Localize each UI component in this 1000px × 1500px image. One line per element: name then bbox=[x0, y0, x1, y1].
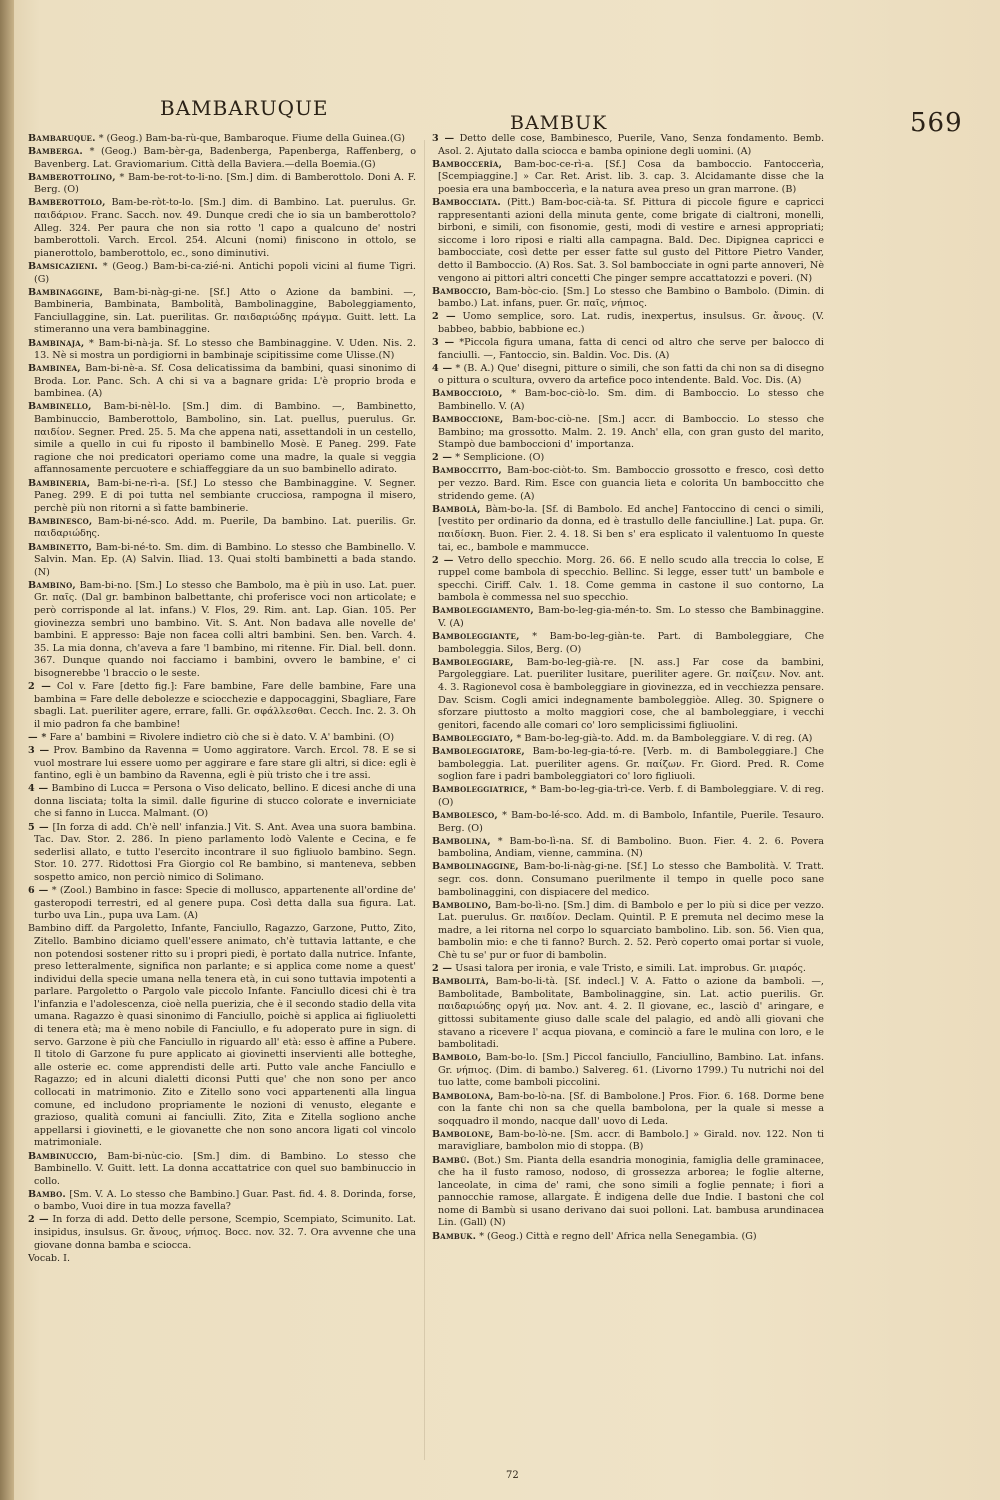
entry-text: Fare a' bambini = Rivolere indietro ciò che si è dato. V. A' bambini. (O) bbox=[49, 731, 395, 743]
entry-text: In forza di add. Detto delle persone, Scempio, Scempiato, Scimunito. Lat. insipidus, insulsus. Gr. ἄνους, νήπιος. Bocc. nov. 32. 7. Ora avvenne che una giovane donna bamba e sciocca. bbox=[34, 1214, 416, 1251]
entry-headword: Bambo. bbox=[28, 1188, 66, 1200]
entry-headword: Bambolo, bbox=[432, 1052, 482, 1064]
entry-headword: Bambino, bbox=[28, 579, 76, 591]
entry-headword: Bambinaja, bbox=[28, 337, 85, 349]
dictionary-entry bbox=[28, 133, 416, 146]
entry-text: Bam-bi-nàg-gi-ne. [Sf.] Atto o Azione da bambini. —, Bambineria, Bambinata, Bambolità, Bambolinaggine, Baboleggiamento, Fanciullaggine, sin. Lat. puerilitas. Gr. παιδαριώδης πράγμα. Guitt. lett. La stimeranno una vera bambinaggine. bbox=[34, 286, 416, 336]
dictionary-entry bbox=[432, 159, 824, 197]
entry-text: * Bam-boc-ciò-lo. Sm. dim. di Bamboccio. Lo stesso che Bambinello. V. (A) bbox=[438, 388, 824, 412]
dictionary-entry bbox=[28, 287, 416, 337]
entry-text: Bam-bo-leg-gia-mén-to. Sm. Lo stesso che Bambinaggine. V. (A) bbox=[438, 605, 824, 630]
dictionary-entry bbox=[432, 465, 824, 503]
entry-text: Bam-bi-nùc-cio. [Sm.] dim. di Bambino. Lo stesso che Bambinello. V. Guitt. lett. La donna accattatrice con quel suo bambinuccio in collo. bbox=[34, 1150, 416, 1187]
entry-headword: Bamboleggiatore, bbox=[432, 746, 525, 757]
entry-headword: Bambù. bbox=[432, 1154, 470, 1166]
entry-headword: 6 — bbox=[28, 885, 49, 897]
entry-text: Usasi talora per ironia, e vale Tristo, e simili. Lat. improbus. Gr. μιαρός. bbox=[455, 963, 806, 975]
entry-text: (Bot.) Sm. Pianta della esandria monoginia, famiglia delle graminacee, che ha il fusto ramoso, nodoso, di grossezza arborea; le foglie alterne, lanceolate, in cima de' rami, che sono simili a foglie pennate; i fiori a pannocchie ramose, allargate. È indigena delle due Indie. I bastoni che col nome di Bambù si usano derivano dai suoi polloni. Lat. bambusa arundinacea Lin. (Gall) (N) bbox=[438, 1154, 824, 1229]
dictionary-entry bbox=[432, 197, 824, 285]
book-spine-shadow bbox=[0, 0, 14, 1500]
dictionary-entry bbox=[28, 1253, 416, 1266]
entry-headword: Bambolità, bbox=[432, 976, 490, 988]
entry-text: Bam-bo-lò-na. [Sf. di Bambolone.] Pros. Fior. 6. 168. Dorme bene con la fante chi non sa che quella bambolona, per la quale si messe a soqquadro il mondo, nacque dall' uovo di Leda. bbox=[438, 1090, 824, 1127]
dictionary-entry bbox=[432, 1091, 824, 1129]
dictionary-entry bbox=[28, 885, 416, 923]
entry-text: Uomo semplice, soro. Lat. rudis, inexpertus, insulsus. Gr. ἄνους. (V. babbeo, babbio, babbione ec.) bbox=[438, 311, 824, 335]
entry-headword: Bambocciata. bbox=[432, 196, 501, 208]
dictionary-entry bbox=[432, 414, 824, 452]
dictionary-entry bbox=[432, 133, 824, 158]
entry-headword: Bamboccitto, bbox=[432, 465, 502, 477]
page-number: 569 bbox=[910, 108, 963, 138]
dictionary-entry bbox=[432, 733, 824, 746]
entry-headword: 3 — bbox=[432, 133, 455, 144]
dictionary-entry bbox=[432, 1231, 824, 1244]
dictionary-entry bbox=[28, 580, 416, 681]
entry-headword: 3 — bbox=[432, 337, 455, 348]
entry-headword: Bamberottolo, bbox=[28, 197, 106, 209]
entry-headword: Bamboleggiante, bbox=[432, 631, 520, 643]
entry-text: Bambino di Lucca = Persona o Viso delicato, bellino. E dicesi anche di una donna lisciata; tolta la simil. dalle figurine di stucco colorate e inverniciate che si fanno in Lucca. Malmant. (O) bbox=[34, 783, 416, 820]
entry-text: [In forza di add. Ch'è nell' infanzia.] Vit. S. Ant. Avea una suora bambina. Tac. Dav. Stor. 2. 286. In pieno parlamento lodò Valente e Cecina, e fe sederlisi allato, e tutto l'esercito incontrare il suo figliuolo bambino. Segn. Stor. 10. 277. Ridottosi Fra Giorgio col Re bambino, si manteneva, sebben sospetto amico, non perciò nimico di Solimano. bbox=[34, 821, 416, 883]
dictionary-entry bbox=[28, 1214, 416, 1252]
entry-headword: Bambinello, bbox=[28, 401, 92, 413]
entry-headword: Bamboccerìa, bbox=[432, 158, 503, 170]
entry-text: Vetro dello specchio. Morg. 26. 66. E nello scudo alla treccia lo colse, E ruppel come bambola di specchio. Bellinc. Si legge, esser tutt' un bambole e specchi. Ciriff. Calv. 1. 18. Come gemma in castone il suo contorno, La bambola è commessa nel suo specchio. bbox=[438, 554, 824, 604]
entry-headword: Bambocciolo, bbox=[432, 388, 503, 400]
dictionary-entry bbox=[432, 1129, 824, 1154]
dictionary-entry bbox=[28, 923, 416, 1150]
signature-mark: 72 bbox=[506, 1470, 519, 1481]
left-column bbox=[28, 133, 416, 1473]
dictionary-entry bbox=[28, 261, 416, 286]
entry-text: (Pitt.) Bam-boc-cià-ta. Sf. Pittura di piccole figure e capricci rappresentanti azioni della minuta gente, come brigate di cialtroni, monelli, birboni, e simili, con fisonomie, gesti, modi di vestire e arnesi appropriati; siccome i loro riposi e rialti alla campagna. Bald. Dec. Dipignea capricci e bambocciate, così dette per esser fatte sul gusto del Pittore Pietro Vander, detto il Bamboccio. (A) Ros. Sat. 3. Sol bambocciate in ogni parte annoveri, Nè vengono ai pittori altri concetti Che pinger sempre accattatozzi e poveri. (N) bbox=[438, 196, 824, 284]
entry-text: [Sm. V. A. Lo stesso che Bambino.] Guar. Past. fid. 4. 8. Dorinda, forse, o bambo, Vuoi dire in tua mozza favella? bbox=[34, 1188, 416, 1213]
dictionary-entry bbox=[432, 963, 824, 976]
entry-text: * Bam-bo-leg-giàn-te. Part. di Bamboleggiare, Che bamboleggia. Silos, Berg. (O) bbox=[438, 631, 824, 655]
entry-headword: Bambolona, bbox=[432, 1090, 494, 1102]
entry-headword: 2 — bbox=[432, 554, 454, 566]
dictionary-entry bbox=[432, 605, 824, 630]
entry-text: Prov. Bambino da Ravenna = Uomo aggiratore. Varch. Ercol. 78. E se si vuol mostrare lui essere uomo per aggirare e fare stare gli altri, si dice: egli è fantino, egli è un bambino da Ravenna, egli è più tristo che i tre assi. bbox=[34, 745, 416, 782]
dictionary-entry bbox=[432, 388, 824, 413]
entry-headword: — * bbox=[28, 731, 47, 743]
entry-headword: Bambuk. bbox=[432, 1230, 477, 1242]
entry-headword: Bambolina, bbox=[432, 835, 491, 847]
dictionary-entry bbox=[432, 363, 824, 388]
dictionary-entry bbox=[28, 338, 416, 363]
entry-text: Bam-bo-li-tà. [Sf. indecl.] V. A. Fatto o azione da bamboli. —, Bambolitade, Bambolitate, Bambolinaggine, sin. Lat. actio puerilis. Gr. παιδαριώδης οργή μα. Nov. ant. 4. 2. Il giovane, ec., lasciò d' aringare, e gittossi subitamente giuso dalle scale del palagio, ed andò alli giovani che stavano a ricevere l' acqua piovana, e cominciò a fare le mulina con loro, e le bambolitadi. bbox=[438, 976, 824, 1051]
running-head-left: BAMBARUQUE bbox=[160, 96, 329, 120]
entry-text: Bam-bo-leg-gia-tó-re. [Verb. m. di Bamboleggiare.] Che bamboleggia. Lat. pueriliter agens. Gr. παίζων. Fr. Giord. Pred. R. Come soglion fare i padri bamboleggiatori co' loro figliuoli. bbox=[438, 746, 824, 783]
entry-text: Bam-be-ròt-to-lo. [Sm.] dim. di Bambino. Lat. puerulus. Gr. παιδάριον. Franc. Sacch. nov. 49. Dunque credi che io sia un bamberottolo? Alleg. 324. Per paura che non sia rotto 'l capo a qualcuno de' nostri bamberottoli. Varch. Ercol. 254. Alcuni (nomi) finiscono in ottolo, se pianerottolo, bamberottolo, ec., sono diminutivi. bbox=[34, 197, 416, 259]
entry-text: Bam-bi-no. [Sm.] Lo stesso che Bambolo, ma è più in uso. Lat. puer. Gr. παῖς. (Dal gr. bambinon balbettante, chi proferisce voci non articolate; e però corrisponde al lat. infans.) V. Flos, 29. Rim. ant. Lap. Gian. 105. Per giovinezza sembri uno bambino. Vit. S. Ant. Non badava alle novelle de' bambini. E appresso: Baje non facea colli altri bambini. Sen. ben. Varch. 4. 35. La mia donna, ch'aveva a fare 'l bambino, mi ritenne. Fir. Dial. bell. donn. 367. Dunque quando noi facciamo i bambini, ovvero le bambine, e' ci bisognerebbe 'l braccio o le seste. bbox=[34, 579, 416, 679]
entry-text: Vocab. I. bbox=[28, 1252, 70, 1264]
entry-headword: Bambinetto, bbox=[28, 541, 93, 553]
dictionary-entry bbox=[432, 1155, 824, 1231]
entry-headword: Bambolinaggine, bbox=[432, 861, 519, 873]
entry-text: * Bam-bo-lì-na. Sf. di Bambolino. Buon. Fier. 4. 2. 6. Povera bambolina, Andiam, vienne, cammina. (N) bbox=[438, 835, 824, 860]
dictionary-entry bbox=[28, 516, 416, 541]
right-column bbox=[432, 133, 824, 1473]
dictionary-entry bbox=[28, 745, 416, 783]
entry-text: * Semplicione. (O) bbox=[455, 452, 545, 464]
dictionary-entry bbox=[432, 631, 824, 656]
entry-text: * Bam-be-rot-to-li-no. [Sm.] dim. di Bamberottolo. Doni A. F. Berg. (O) bbox=[34, 171, 416, 196]
entry-headword: Bamboleggiatrice, bbox=[432, 784, 528, 796]
entry-headword: Bamboccio, bbox=[432, 285, 492, 297]
entry-headword: 3 — bbox=[28, 745, 50, 756]
dictionary-entry bbox=[28, 542, 416, 580]
entry-headword: Bambaruque. bbox=[28, 133, 96, 144]
entry-text: Detto delle cose, Bambinesco, Puerile, Vano, Senza fondamento. Bemb. Asol. 2. Ajutato dalla sciocca e bamba opinione degli uomini. (A) bbox=[438, 133, 824, 157]
dictionary-entry bbox=[432, 1052, 824, 1090]
entry-headword: Bamboleggiato, bbox=[432, 732, 514, 744]
dictionary-entry bbox=[28, 478, 416, 516]
entry-text: * Bam-bo-leg-gia-trì-ce. Verb. f. di Bamboleggiare. V. di reg. (O) bbox=[438, 784, 824, 808]
entry-headword: 2 — bbox=[432, 452, 453, 464]
entry-text: * Bam-bi-nà-ja. Sf. Lo stesso che Bambinaggine. V. Uden. Nis. 2. 13. Nè si mostra un pordigiorni in bambinaje scipitissime come Ulisse.(N) bbox=[34, 337, 416, 362]
dictionary-entry bbox=[432, 836, 824, 861]
entry-text: Bam-bi-né-sco. Add. m. Puerile, Da bambino. Lat. puerilis. Gr. παιδαριώδης. bbox=[34, 515, 416, 540]
entry-text: Bam-bi-nè-a. Sf. Cosa delicatissima da bambini, quasi sinonimo di Broda. Lor. Panc. Sch. A chi si va a bagnare grida: L'è proprio broda e bambinea. (A) bbox=[34, 363, 416, 400]
entry-text: * Bam-bo-leg-già-to. Add. m. da Bamboleggiare. V. di reg. (A) bbox=[516, 732, 813, 744]
entry-headword: Bamberottolino, bbox=[28, 171, 116, 183]
entry-text: Bàm-bo-la. [Sf. di Bambolo. Ed anche] Fantoccino di cenci o simili, [vestito per ordinario da donna, ed è trastullo delle fanciulline.] Lat. pupa. Gr. παιδίσκη. Buon. Fier. 2. 4. 18. Si ben s' era esplicato il valentuomo In queste tai, ec., bambole e mammucce. bbox=[438, 503, 824, 553]
dictionary-entry bbox=[28, 1151, 416, 1189]
entry-headword: Bambolà, bbox=[432, 503, 481, 515]
dictionary-entry bbox=[432, 900, 824, 963]
entry-text: Bam-bi-né-to. Sm. dim. di Bambino. Lo stesso che Bambinello. V. Salvin. Man. Ep. (A) Salvin. Iliad. 13. Quai stolti bambinetti a bada stando. (N) bbox=[34, 541, 416, 578]
entry-text: Bam-bo-lì-no. [Sm.] dim. di Bambolo e per lo più si dice per vezzo. Lat. puerulus. Gr. παιδίον. Declam. Quintil. P. E premuta nel decimo mese la madre, a lei ritorna nel corpo lo squarciato bambolino. Lib. son. 56. Vien qua, bambolin mio: e che ti fanno? Burch. 2. 52. Però coperto omai portar si vuole, Chè tu se' pur or fuor di bambolin. bbox=[438, 899, 824, 961]
dictionary-entry bbox=[432, 555, 824, 605]
entry-headword: Bamberga. bbox=[28, 146, 83, 158]
dictionary-entry bbox=[432, 337, 824, 362]
dictionary-entry bbox=[28, 146, 416, 171]
dictionary-entry bbox=[28, 1189, 416, 1214]
entry-headword: Bamsicazieni. bbox=[28, 260, 98, 272]
entry-text: Bam-boc-ce-rì-a. [Sf.] Cosa da bamboccio. Fantoccerìa, [Scempiaggine.] » Car. Ret. Arist. lib. 3. cap. 3. Alcidamante disse che la poesia era una bamboccerìa, e la natura avea preso un gran marrone. (B) bbox=[438, 158, 824, 195]
entry-headword: Bambinaggine, bbox=[28, 286, 104, 298]
entry-text: Bam-bo-leg-già-re. [N. ass.] Far cose da bambini, Pargoleggiare. Lat. pueriliter lusitare, pueriliter agere. Gr. παίζειν. Nov. ant. 4. 3. Ragionevol cosa è bamboleggiare in giovinezza, ed in vecchiezza pensare. Dav. Scism. Cogli amici indegnamente bamboleggiòe. Alleg. 30. Spignere o sforzare piuttosto a molto maggiori cose, che al bamboleggiare, i vecchi genitori, facendo alle comari co' loro semplicissimi figliuolini. bbox=[438, 656, 824, 731]
entry-text: Bam-bi-nèl-lo. [Sm.] dim. di Bambino. —, Bambinetto, Bambinuccio, Bamberottolo, Bambolino, sin. Lat. puellus, puerulus. Gr. παιδίον. Segner. Pred. 25. 5. Ma che appena nati, assettandoli in un cestello, simile a quello in cui fu riposto il bambinello Mosè. E Paneg. 299. Fate ragione che noi predicatori operiamo come una madre, la quale si veggia affannosamente percuotere e schiaffeggiare da un suo bambinello adirato. bbox=[34, 401, 416, 476]
entry-headword: 2 — bbox=[432, 963, 453, 975]
column-gutter bbox=[424, 140, 425, 1460]
entry-text: * (Geog.) Bam-bi-ca-zié-ni. Antichi popoli vicini al fiume Tigri. (G) bbox=[34, 260, 416, 285]
dictionary-entry bbox=[432, 976, 824, 1052]
entry-headword: 4 — bbox=[28, 783, 49, 795]
entry-headword: Bambolesco, bbox=[432, 809, 498, 821]
dictionary-entry bbox=[432, 746, 824, 784]
entry-headword: Bambolone, bbox=[432, 1128, 494, 1140]
entry-text: Bam-bo-lò-ne. [Sm. accr. di Bambolo.] » Girald. nov. 122. Non ti maravigliare, bambolon mio di stoppa. (B) bbox=[438, 1128, 824, 1153]
dictionary-entry bbox=[432, 657, 824, 733]
entry-headword: Bamboccione, bbox=[432, 414, 504, 426]
entry-headword: 4 — bbox=[432, 362, 453, 374]
entry-text: * (Zool.) Bambino in fasce: Specie di mollusco, appartenente all'ordine de' gasteropodi terrestri, ed al genere pupa. Così detta dalla sua figura. Lat. turbo uva Lin., pupa uva Lam. (A) bbox=[34, 885, 416, 922]
entry-headword: Bamboleggiamento, bbox=[432, 605, 534, 617]
dictionary-entry bbox=[432, 311, 824, 336]
entry-text: * (B. A.) Que' disegni, pitture o simili, che son fatti da chi non sa di disegno o pittura o scultura, ovvero da artefice poco intendente. Bald. Voc. Dis. (A) bbox=[438, 362, 824, 387]
dictionary-entry bbox=[28, 681, 416, 731]
dictionary-entry bbox=[28, 783, 416, 821]
entry-text: Bam-boc-ciò-ne. [Sm.] accr. di Bamboccio. Lo stesso che Bambino; ma grossotto. Malm. 2. 19. Anch' ella, con gran gusto del marito, Stampò due bamboccioni d' importanza. bbox=[438, 414, 824, 451]
entry-text: Bam-bo-li-nàg-gi-ne. [Sf.] Lo stesso che Bambolità. V. Tratt. segr. cos. donn. Consumano puerilmente il tempo in quelle poco sane bambolinaggini, con dispiacere del medico. bbox=[438, 861, 824, 898]
dictionary-entry bbox=[28, 363, 416, 401]
entry-headword: 2 — bbox=[432, 311, 456, 323]
entry-headword: Bambinesco, bbox=[28, 515, 93, 527]
entry-headword: Bambinea, bbox=[28, 363, 81, 375]
entry-headword: 5 — bbox=[28, 821, 49, 833]
dictionary-entry bbox=[28, 732, 416, 745]
dictionary-entry bbox=[432, 504, 824, 554]
entry-headword: Bambolino, bbox=[432, 899, 492, 911]
entry-headword: Bambinuccio, bbox=[28, 1150, 98, 1162]
dictionary-entry bbox=[432, 452, 824, 465]
entry-text: * (Geog.) Bam-ba-rù-que, Bambaroque. Fiume della Guinea.(G) bbox=[98, 133, 406, 144]
entry-text: * Bam-bo-lé-sco. Add. m. di Bambolo, Infantile, Puerile. Tesauro. Berg. (O) bbox=[438, 809, 824, 834]
entry-headword: Bamboleggiare, bbox=[432, 656, 514, 668]
dictionary-entry bbox=[28, 172, 416, 197]
entry-headword: Bambineria, bbox=[28, 477, 91, 489]
entry-headword: 2 — bbox=[28, 681, 51, 693]
entry-text: * (Geog.) Bam-bèr-ga, Badenberga, Papenberga, Raffenberg, o Bavenberg. Lat. Graviomarium. Città della Baviera.—della Boemia.(G) bbox=[34, 146, 416, 170]
entry-text: Bam-bi-ne-rì-a. [Sf.] Lo stesso che Bambinaggine. V. Segner. Paneg. 299. E di poi tutta nel sembiante crucciosa, rampogna il misero, perchè più non ritorni a sì fatte bambinerie. bbox=[34, 477, 416, 514]
dictionary-entry bbox=[28, 401, 416, 477]
dictionary-entry bbox=[432, 861, 824, 899]
dictionary-entry bbox=[432, 810, 824, 835]
entry-text: Col v. Fare [detto fig.]: Fare bambine, Fare delle bambine, Fare una bambina = Fare delle debolezze e sciocchezie e dappocaggini, Sbagliare, Fare sbagli. Lat. pueriliter agere, errare, falli. Gr. σφάλλεσθαι. Cecch. Inc. 2. 3. Oh il mio padron fa che bambine! bbox=[34, 681, 416, 730]
entry-headword: 2 — bbox=[28, 1214, 49, 1226]
dictionary-entry bbox=[28, 197, 416, 260]
dictionary-entry bbox=[28, 822, 416, 885]
entry-text: * (Geog.) Città e regno dell' Africa nella Senegambia. (G) bbox=[479, 1230, 757, 1242]
entry-text: Bam-boc-ciòt-to. Sm. Bamboccio grossotto e fresco, così detto per vezzo. Bard. Rim. Esce con guancia lieta e colorita Un bamboccitto che stridendo geme. (A) bbox=[438, 465, 824, 502]
dictionary-entry bbox=[432, 286, 824, 311]
entry-text: *Piccola figura umana, fatta di cenci od altro che serve per balocco di fanciulli. —, Fantoccio, sin. Baldin. Voc. Dis. (A) bbox=[438, 337, 824, 361]
dictionary-entry bbox=[432, 784, 824, 809]
running-head-right: BAMBUK bbox=[510, 112, 608, 134]
entry-text: Bam-bo-lo. [Sm.] Piccol fanciullo, Fanciullino, Bambino. Lat. infans. Gr. νήπιος. (Dim. di bambo.) Salvereg. 61. (Livorno 1799.) Tu nutrichi noi del tuo latte, come bamboli piccolini. bbox=[438, 1052, 824, 1089]
entry-text: Bam-bòc-cio. [Sm.] Lo stesso che Bambino o Bambolo. (Dimin. di bambo.) Lat. infans, puer. Gr. παῖς, νήπιος. bbox=[438, 285, 824, 310]
entry-text: Bambino diff. da Pargoletto, Infante, Fanciullo, Ragazzo, Garzone, Putto, Zito, Zitello. Bambino diciamo quell'essere animato, ch'è tuttavia lattante, e che non potendosi sostener ritto su i propri piedi, è portato dalla nutrice. Infante, preso letteralmente, significa non parlante; e si applica come nome a quest' individui della specie umana nella tenera età, in cui sono tuttavia impotenti a parlare. Pargoletto o Pargolo vale piccolo Infante. Fanciullo dicesi chi è tra l'infanzia e l'adolescenza, cioè nella puerizia, che è il secondo stadio della vita umana. Ragazzo è quasi sinonimo di Fanciullo, poichè si applica ai figliuoletti di tenera età; ma è meno nobile di Fanciullo, e fu adoperato pure in sign. di servo. Garzone è più che Fanciullo in riguardo all' età: esso è affine a Pubere. Il titolo di Garzone fu pure applicato ai giovinetti inservienti alle botteghe, alle osterie ec. come apprendisti delle arti. Putto vale anche Fanciullo e Ragazzo; ed in alcuni dialetti diconsi Putti que' che non sono per anco collocati in matrimonio. Zito e Zitello sono voci appartenenti alla lingua comune, ed includono propriamente le nozioni di venusto, elegante e grazioso, qualità comuni ai fanciulli. Zito, Zita e Zitella sogliono anche appellarsi i giovinetti, e le giovanette che non sono ancora ligati col vincolo matrimoniale. bbox=[28, 923, 416, 1149]
